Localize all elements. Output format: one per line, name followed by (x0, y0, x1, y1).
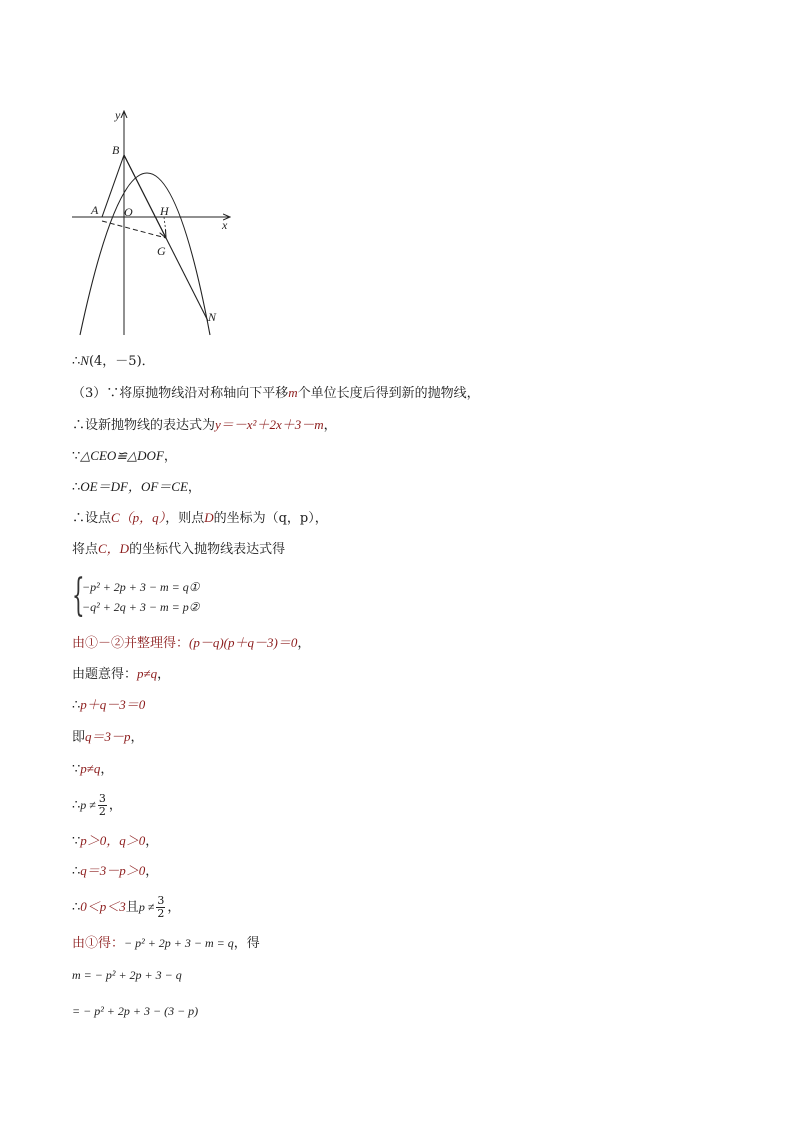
text: 将点 (72, 542, 99, 557)
text: ，则点 (165, 511, 205, 526)
line-congruent (72, 447, 177, 466)
line-substitute (72, 540, 285, 559)
text: ∴设新抛物线的表达式为 (72, 418, 216, 433)
text: (p－q)(p＋q－3)＝0 (189, 635, 298, 650)
text: p ≠ (138, 900, 155, 914)
text: ∵ (72, 762, 81, 777)
line-set-point (72, 509, 328, 528)
line-q-eq (72, 728, 144, 747)
text: C，D (98, 541, 130, 556)
text: p≠q (137, 666, 158, 681)
label-a: A (91, 203, 99, 217)
text: 由题意得： (72, 667, 138, 682)
label-b: B (112, 143, 120, 157)
text: ， (163, 449, 177, 464)
text: 即 (72, 730, 86, 745)
text: ∴ (72, 798, 81, 813)
text: 的坐标代入抛物线表达式得 (129, 542, 286, 557)
text: ∴ (72, 480, 81, 495)
text: ∴ (72, 864, 81, 879)
text: 0＜p＜3 (80, 899, 126, 914)
system-eq-2: −q² + 2q + 3 − m = p② (82, 600, 200, 614)
text: p ≠ (80, 798, 96, 812)
segment-ag-dashed (102, 221, 166, 238)
label-o: O (124, 205, 133, 219)
text: p＋q－3＝0 (80, 697, 146, 712)
text: 3 (98, 792, 106, 805)
line-n-coord (72, 352, 155, 371)
text: (4，－5)． (88, 354, 155, 369)
text: N (80, 353, 89, 368)
text: 的坐标为（q，p）， (213, 511, 328, 526)
system-brace: { (72, 570, 85, 621)
parabola-figure (60, 105, 300, 345)
line-m-expr-2: = − p² + 2p + 3 − (3 − p) (72, 1004, 199, 1018)
fraction-three-halves (156, 895, 165, 920)
text: 由①得： (72, 936, 125, 951)
fraction-three-halves (98, 793, 107, 818)
line-new-expr (72, 416, 337, 435)
label-y: y (115, 108, 121, 122)
label-h: H (160, 204, 169, 218)
label-g: G (157, 244, 166, 258)
text: ， (130, 730, 144, 745)
line-p-neq-frac (72, 790, 122, 821)
text: ，得 (233, 936, 260, 951)
text: m (288, 385, 298, 400)
text: p＞0，q＞0 (80, 833, 146, 848)
text: ∵ (72, 834, 81, 849)
text: q＝3－p (85, 729, 131, 744)
text: ∴设点 (72, 511, 112, 526)
text: 2 (157, 907, 165, 920)
line-sum-zero (72, 696, 145, 715)
text: ， (108, 798, 122, 813)
line-q-positive (72, 862, 158, 881)
text: − p² + 2p + 3 − m = q (124, 936, 234, 950)
text: y＝－x²＋2x＋3－m (215, 417, 324, 432)
line-positive (72, 832, 158, 851)
text: 2 (98, 805, 106, 818)
text: ∴ (72, 900, 81, 915)
text: OE＝DF，OF＝CE (80, 479, 188, 494)
system-eq-1: −p² + 2p + 3 − m = q① (82, 580, 200, 594)
text: ∴ (72, 354, 81, 369)
line-subtract (72, 634, 310, 653)
line-equal-sides (72, 478, 201, 497)
text: 由①－②并整理得： (72, 636, 190, 651)
line-translate (72, 384, 480, 403)
text: ， (297, 636, 311, 651)
text: △CEO≌△DOF (80, 448, 164, 463)
text: ∵ (72, 449, 81, 464)
label-n: N (208, 310, 217, 324)
segment-bg (124, 155, 166, 238)
segment-h-dashed (164, 217, 166, 233)
text: p≠q (80, 761, 101, 776)
line-m-expr: m = − p² + 2p + 3 − q (72, 968, 182, 982)
label-x: x (222, 218, 228, 232)
text: ∴ (72, 698, 81, 713)
segment-ab (102, 155, 124, 217)
text: q＝3－p＞0 (80, 863, 146, 878)
text: （3）∵将原抛物线沿对称轴向下平移 (72, 386, 289, 401)
text: C（p，q） (111, 510, 166, 525)
line-condition (72, 665, 170, 684)
text: ， (167, 900, 181, 915)
text: 3 (157, 894, 165, 907)
line-range (72, 892, 180, 923)
text: D (204, 510, 214, 525)
text: ， (145, 864, 159, 879)
text: ， (145, 834, 159, 849)
text: 且 (125, 900, 139, 915)
text: ， (323, 418, 337, 433)
text: ， (100, 762, 114, 777)
line-from-eq1 (72, 934, 260, 953)
text: ， (187, 480, 201, 495)
text: 个单位长度后得到新的抛物线， (297, 386, 480, 401)
text: ， (157, 667, 171, 682)
line-p-neq-q (72, 760, 113, 779)
